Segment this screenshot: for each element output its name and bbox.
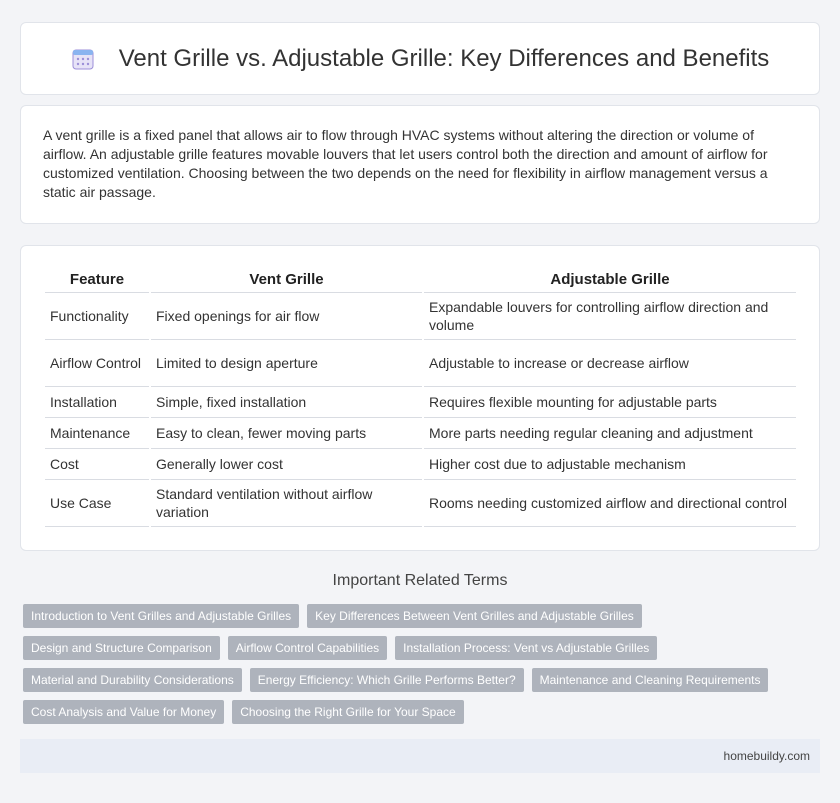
footer-site-link[interactable]: homebuildy.com bbox=[723, 749, 810, 763]
table-row bbox=[45, 449, 796, 480]
title-card bbox=[20, 22, 820, 95]
comparison-table-card bbox=[20, 245, 820, 551]
table-cell: Adjustable to increase or decrease airflow bbox=[424, 340, 796, 387]
related-terms-tags bbox=[23, 604, 823, 732]
table-row bbox=[45, 340, 796, 387]
table-row bbox=[45, 293, 796, 340]
table-cell: Installation bbox=[45, 387, 149, 418]
calendar-icon bbox=[71, 47, 95, 71]
table-cell: Generally lower cost bbox=[151, 449, 422, 480]
related-term-tag[interactable]: Cost Analysis and Value for Money bbox=[23, 700, 224, 724]
table-cell: Use Case bbox=[45, 480, 149, 527]
table-header-row bbox=[45, 266, 796, 293]
related-term-tag[interactable]: Maintenance and Cleaning Requirements bbox=[532, 668, 769, 692]
table-cell: Maintenance bbox=[45, 418, 149, 449]
related-term-tag[interactable]: Choosing the Right Grille for Your Space bbox=[232, 700, 463, 724]
related-terms-title: Important Related Terms bbox=[332, 572, 508, 589]
related-term-tag[interactable]: Key Differences Between Vent Grilles and Adjustable Grilles bbox=[307, 604, 642, 628]
related-term-tag[interactable]: Installation Process: Vent vs Adjustable Grilles bbox=[395, 636, 657, 660]
table-cell: Cost bbox=[45, 449, 149, 480]
table-cell: Higher cost due to adjustable mechanism bbox=[424, 449, 796, 480]
column-header-adjustable-grille: Adjustable Grille bbox=[424, 266, 796, 293]
table-cell: Simple, fixed installation bbox=[151, 387, 422, 418]
intro-text: A vent grille is a fixed panel that allows air to flow through HVAC systems without altering the direction or volume of airflow. An adjustable grille features movable louvers that let users control both the direction and amount of airflow for customized ventilation. Choosing between the two depends on the need for flexibility in airflow management versus a static air passage. bbox=[43, 127, 768, 200]
table-row bbox=[45, 418, 796, 449]
table-cell: Standard ventilation without airflow variation bbox=[151, 480, 422, 527]
table-cell: Rooms needing customized airflow and directional control bbox=[424, 480, 796, 527]
comparison-table bbox=[43, 266, 798, 527]
table-cell: Limited to design aperture bbox=[151, 340, 422, 387]
table-cell: Functionality bbox=[45, 293, 149, 340]
related-term-tag[interactable]: Airflow Control Capabilities bbox=[228, 636, 387, 660]
column-header-vent-grille: Vent Grille bbox=[151, 266, 422, 293]
table-row bbox=[45, 387, 796, 418]
table-cell: Expandable louvers for controlling airflow direction and volume bbox=[424, 293, 796, 340]
related-term-tag[interactable]: Material and Durability Considerations bbox=[23, 668, 242, 692]
table-cell: Requires flexible mounting for adjustable parts bbox=[424, 387, 796, 418]
table-cell: More parts needing regular cleaning and adjustment bbox=[424, 418, 796, 449]
related-term-tag[interactable]: Introduction to Vent Grilles and Adjustable Grilles bbox=[23, 604, 299, 628]
table-cell: Airflow Control bbox=[45, 340, 149, 387]
column-header-feature: Feature bbox=[45, 266, 149, 293]
related-term-tag[interactable]: Energy Efficiency: Which Grille Performs Better? bbox=[250, 668, 524, 692]
footer bbox=[20, 739, 820, 773]
related-term-tag[interactable]: Design and Structure Comparison bbox=[23, 636, 220, 660]
table-cell: Fixed openings for air flow bbox=[151, 293, 422, 340]
table-cell: Easy to clean, fewer moving parts bbox=[151, 418, 422, 449]
table-row bbox=[45, 480, 796, 527]
page-title: Vent Grille vs. Adjustable Grille: Key Differences and Benefits bbox=[118, 44, 770, 72]
intro-card bbox=[20, 105, 820, 224]
